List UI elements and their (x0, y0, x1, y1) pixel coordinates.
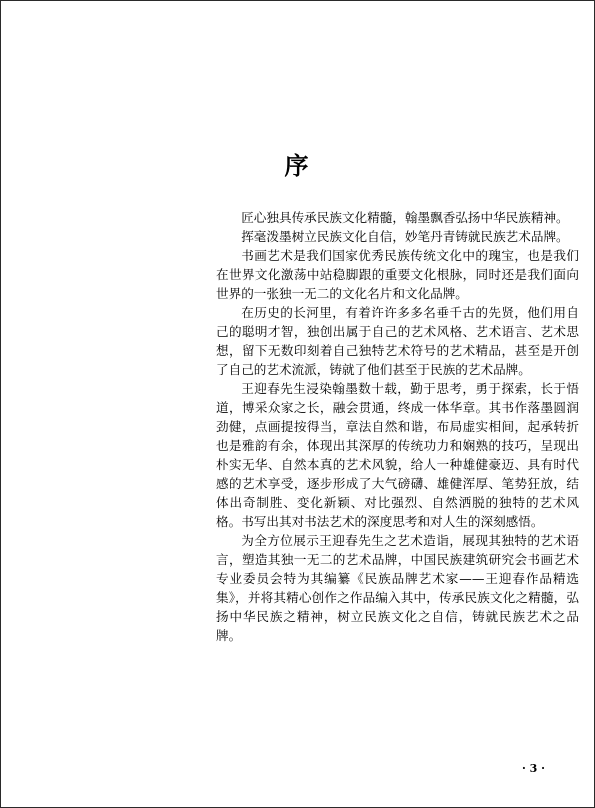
paragraph-6: 为全方位展示王迎春先生之艺术造诣，展现其独特的艺术语言，塑造其独一无二的艺术品牌，中国民族建筑研究会书画艺术专业委员会特为其编纂《民族品牌艺术家——王迎春作品精选集》，并将其精心创作之作品编入其中，传承民族文化之精髓，弘扬中华民族之精神，树立民族文化之自信，铸就民族艺术之品牌。 (216, 533, 579, 643)
paragraph-2: 挥毫泼墨树立民族文化自信，妙笔丹青铸就民族艺术品牌。 (241, 229, 569, 244)
page-title: 序 (284, 151, 311, 180)
paragraph-3: 书画艺术是我们国家优秀民族传统文化中的瑰宝，也是我们在世界文化激荡中站稳脚跟的重要文化根脉，同时还是我们面向世界的一张独一无二的文化名片和文化品牌。 (216, 248, 579, 301)
paragraph-5: 王迎春先生浸染翰墨数十载，勤于思考，勇于探索，长于悟道，博采众家之长，融会贯通，终成一体华章。其书作落墨圆润劲健，点画提按得当，章法自然和谐，布局虚实相间，起承转折也是雅韵有余，体现出其深厚的传统功力和娴熟的技巧，呈现出朴实无华、自然本真的艺术风貌，给人一种雄健豪迈、具有时代感的艺术享受，逐步形成了大气磅礴、雄健浑厚、笔势狂放，结体出奇制胜、变化新颖、对比强烈、自然洒脱的独特的艺术风格。书写出其对书法艺术的深度思考和对人生的深刻感悟。 (216, 381, 579, 529)
preface-body (216, 208, 579, 645)
paragraph-4: 在历史的长河里，有着许许多多名垂千古的先贤，他们用自己的聪明才智，独创出属于自己的艺术风格、艺术语言、艺术思想，留下无数印刻着自己独特艺术符号的艺术精品，甚至是开创了自己的艺术流派，铸就了他们甚至于民族的艺术品牌。 (216, 305, 579, 377)
paragraph-1: 匠心独具传承民族文化精髓，翰墨飘香弘扬中华民族精神。 (241, 210, 569, 225)
page-number: · 3 · (522, 762, 545, 775)
